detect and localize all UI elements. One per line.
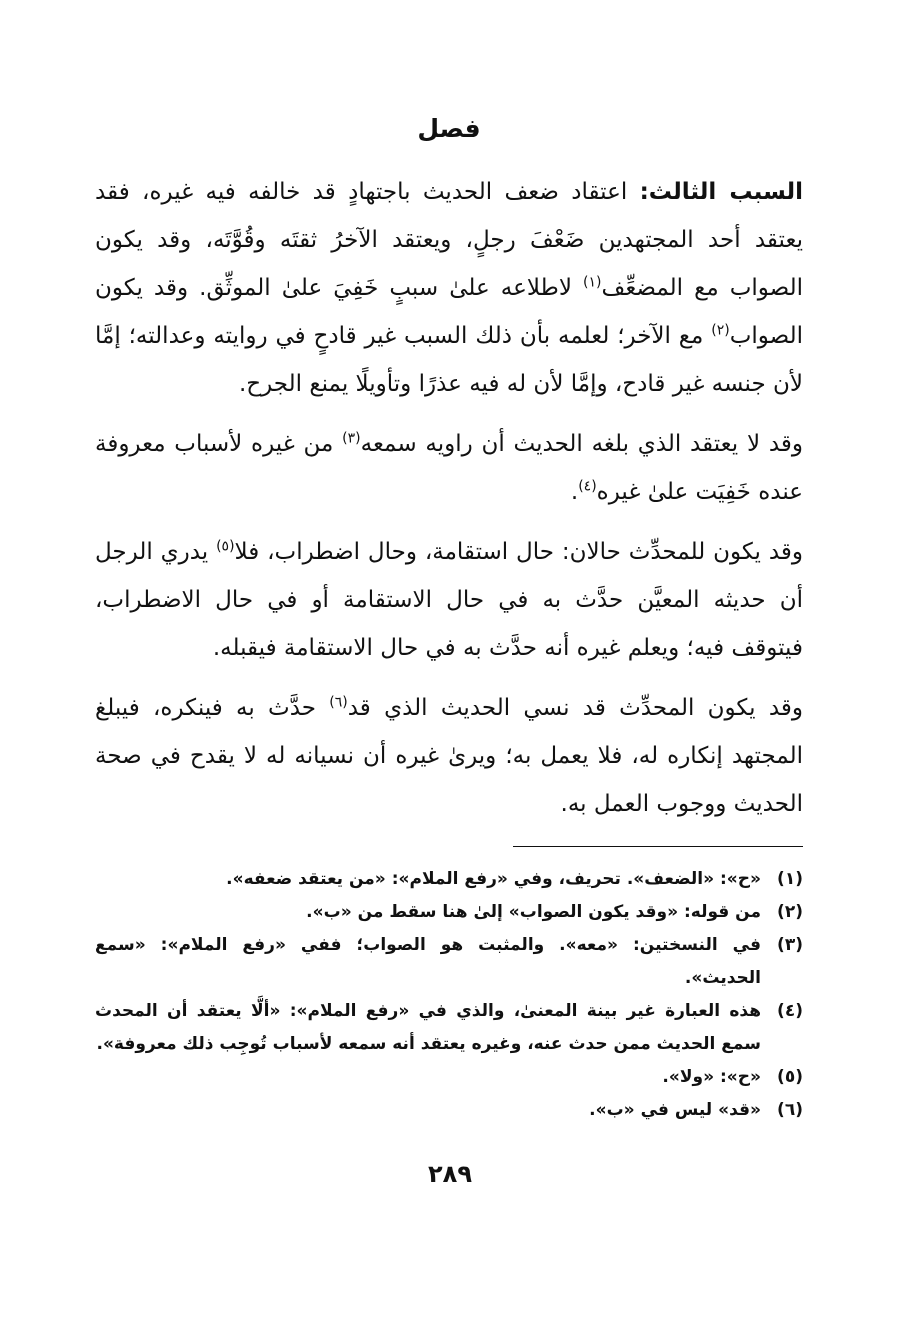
footnote-text: في النسختين: «معه». والمثبت هو الصواب؛ ففي «رفع الملام»: «سمع الحديث». [95, 935, 761, 988]
footnote-number: (٤) [777, 1001, 803, 1021]
footnote-ref-4[interactable]: (٤) [578, 478, 597, 495]
footnote-text: «قد» ليس في «ب». [589, 1100, 761, 1120]
footnote-item [95, 896, 803, 929]
paragraph-text: يدري الرجل أن حديثه المعيَّن حدَّث به في حال الاستقامة أو في حال الاضطراب، فيتوقف فيه؛ ويعلم غيره أنه حدَّث به في حال الاستقامة فيقبله. [95, 539, 803, 661]
footnote-item [95, 863, 803, 896]
footnote-number: (٣) [777, 935, 803, 955]
footnote-ref-1[interactable]: (١) [583, 274, 602, 291]
paragraph-text: اعتقاد ضعف الحديث باجتهادٍ قد خالفه فيه غيره، فقد يعتقد أحد المجتهدين ضَعْفَ رجلٍ، ويعتقد الآخرُ ثقتَه وقُوَّتَه، وقد يكون الصواب مع المضعِّف [95, 179, 804, 301]
footnote-item [95, 995, 803, 1061]
paragraph-lead: السبب الثالث: [639, 179, 803, 205]
footnote-text: هذه العبارة غير بينة المعنىٰ، والذي في «رفع الملام»: «ألَّا يعتقد أن المحدث سمع الحديث ممن حدث عنه، وغيره يعتقد أنه سمعه لأسباب تُوجِب ذلك معروفة». [95, 1001, 761, 1054]
footnote-text: «ح»: «ولا». [662, 1067, 761, 1087]
page-number: ٢٨٩ [428, 1160, 472, 1188]
footnote-ref-3[interactable]: (٣) [342, 430, 361, 447]
paragraph-text: وقد يكون المحدِّث قد نسي الحديث الذي قد [347, 695, 803, 721]
footnotes-list [95, 863, 803, 1127]
footnote-text: من قوله: «وقد يكون الصواب» إلىٰ هنا سقط من «ب». [306, 902, 761, 922]
paragraph-narrator-hearing [95, 420, 803, 516]
paragraph-text: . [570, 479, 579, 505]
paragraph-text: من غيره لأسباب معروفة عنده خَفِيَت علىٰ غيره [95, 431, 803, 505]
footnote-number: (٥) [777, 1067, 803, 1087]
paragraph-third-reason [95, 168, 803, 408]
footnote-number: (٦) [777, 1100, 803, 1120]
paragraph-text: حدَّث به فينكره، فيبلغ المجتهد إنكاره له، فلا يعمل به؛ ويرىٰ غيره أن نسيانه له لا يقدح في صحة الحديث ووجوب العمل به. [95, 695, 803, 817]
paragraph-text: مع الآخر؛ لعلمه بأن ذلك السبب غير قادحٍ في روايته وعدالته؛ إمَّا لأن جنسه غير قادح، وإمَّا لأن له فيه عذرًا وتأويلًا يمنع الجرح. [95, 323, 803, 397]
paragraph-narrator-forgot [95, 684, 803, 828]
footnote-ref-5[interactable]: (٥) [216, 538, 235, 555]
footnote-ref-6[interactable]: (٦) [329, 694, 348, 711]
footnote-number: (٢) [777, 902, 803, 922]
paragraph-text: وقد لا يعتقد الذي بلغه الحديث أن راويه سمعه [360, 431, 804, 457]
footnote-ref-2[interactable]: (٢) [711, 322, 730, 339]
footnote-item [95, 1061, 803, 1094]
section-heading: فصل [417, 114, 481, 143]
paragraph-narrator-states [95, 528, 803, 672]
paragraph-text: وقد يكون للمحدِّث حالان: حال استقامة، وحال اضطراب، فلا [234, 539, 803, 565]
footnote-item [95, 929, 803, 995]
footnote-number: (١) [777, 869, 803, 889]
footnote-text: «ح»: «الضعف». تحريف، وفي «رفع الملام»: «من يعتقد ضعفه». [226, 869, 761, 889]
footnote-item [95, 1094, 803, 1127]
footnote-separator [513, 846, 803, 847]
paragraph-text: لاطلاعه علىٰ سببٍ خَفِيَ علىٰ الموثِّق. وقد يكون الصواب [95, 275, 803, 349]
